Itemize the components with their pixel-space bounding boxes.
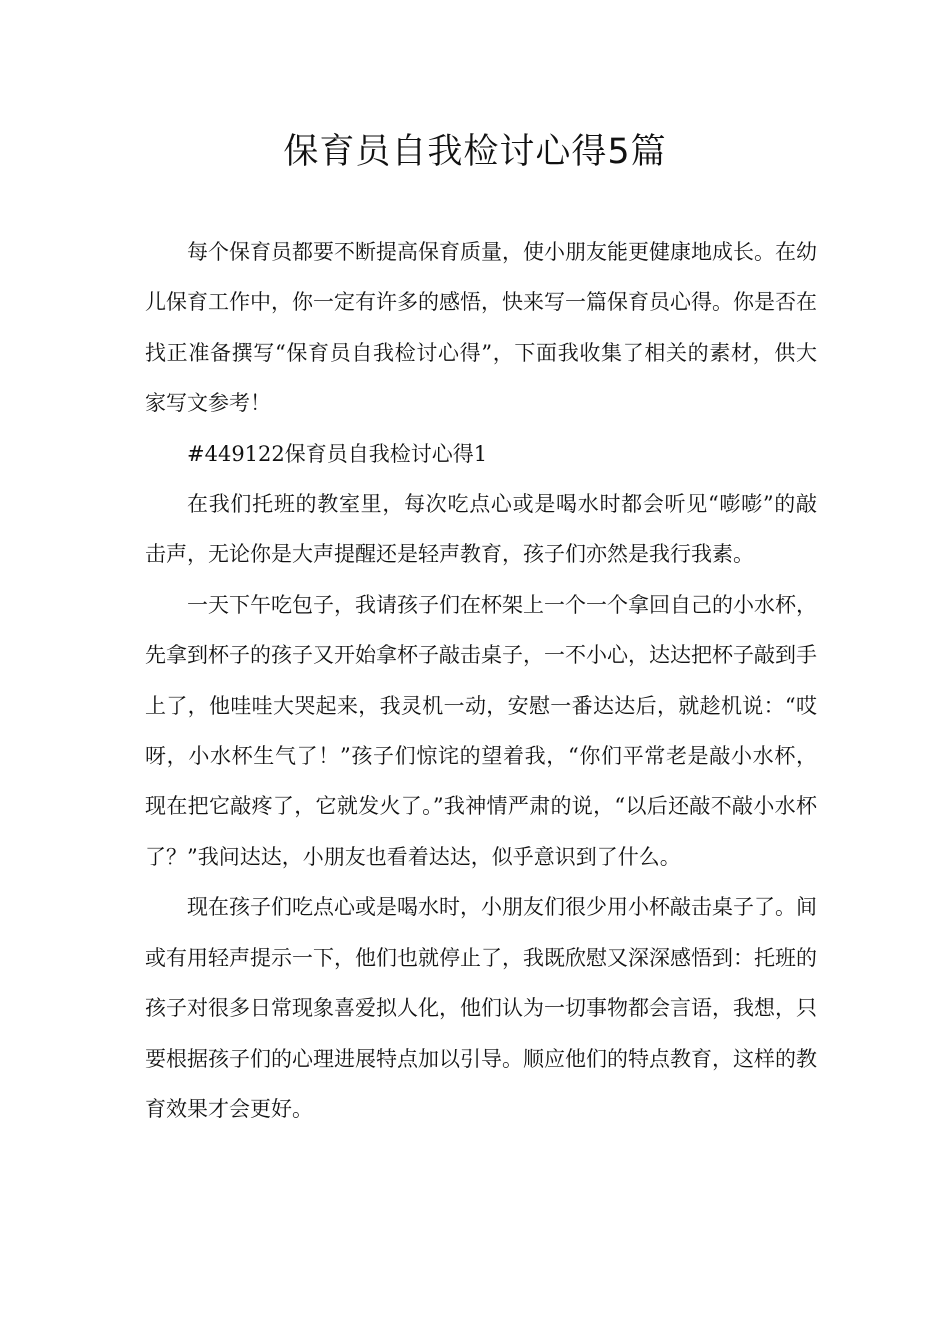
intro-paragraph: 每个保育员都要不断提高保育质量，使小朋友能更健康地成长。在幼儿保育工作中，你一定有许多的感悟，快来写一篇保育员心得。你是否在找正准备撰写“保育员自我检讨心得”，下面我收集了相关的素材，供大家写文参考！ [145, 240, 817, 416]
body-paragraph: 在我们托班的教室里，每次吃点心或是喝水时都会听见“嘭嘭”的敲击声，无论你是大声提醒还是轻声教育，孩子们亦然是我行我素。 [145, 492, 817, 567]
document-title: 保育员自我检讨心得5篇 [283, 132, 667, 172]
document-body [145, 227, 817, 1134]
section-heading: #449122保育员自我检讨心得1 [187, 441, 488, 466]
body-paragraph: 一天下午吃包子，我请孩子们在杯架上一个一个拿回自己的小水杯，先拿到杯子的孩子又开始拿杯子敲击桌子，一不小心，达达把杯子敲到手上了，他哇哇大哭起来，我灵机一动，安慰一番达达后，就趁机说：“哎呀，小水杯生气了！”孩子们惊诧的望着我，“你们平常老是敲小水杯，现在把它敲疼了，它就发火了。”我神情严肃的说，“以后还敲不敲小水杯了？”我问达达，小朋友也看着达达，似乎意识到了什么。 [145, 592, 817, 869]
body-paragraph: 现在孩子们吃点心或是喝水时，小朋友们很少用小杯敲击桌子了。间或有用轻声提示一下，他们也就停止了，我既欣慰又深深感悟到：托班的孩子对很多日常现象喜爱拟人化，他们认为一切事物都会言语，我想，只要根据孩子们的心理进展特点加以引导。顺应他们的特点教育，这样的教育效果才会更好。 [145, 895, 817, 1121]
